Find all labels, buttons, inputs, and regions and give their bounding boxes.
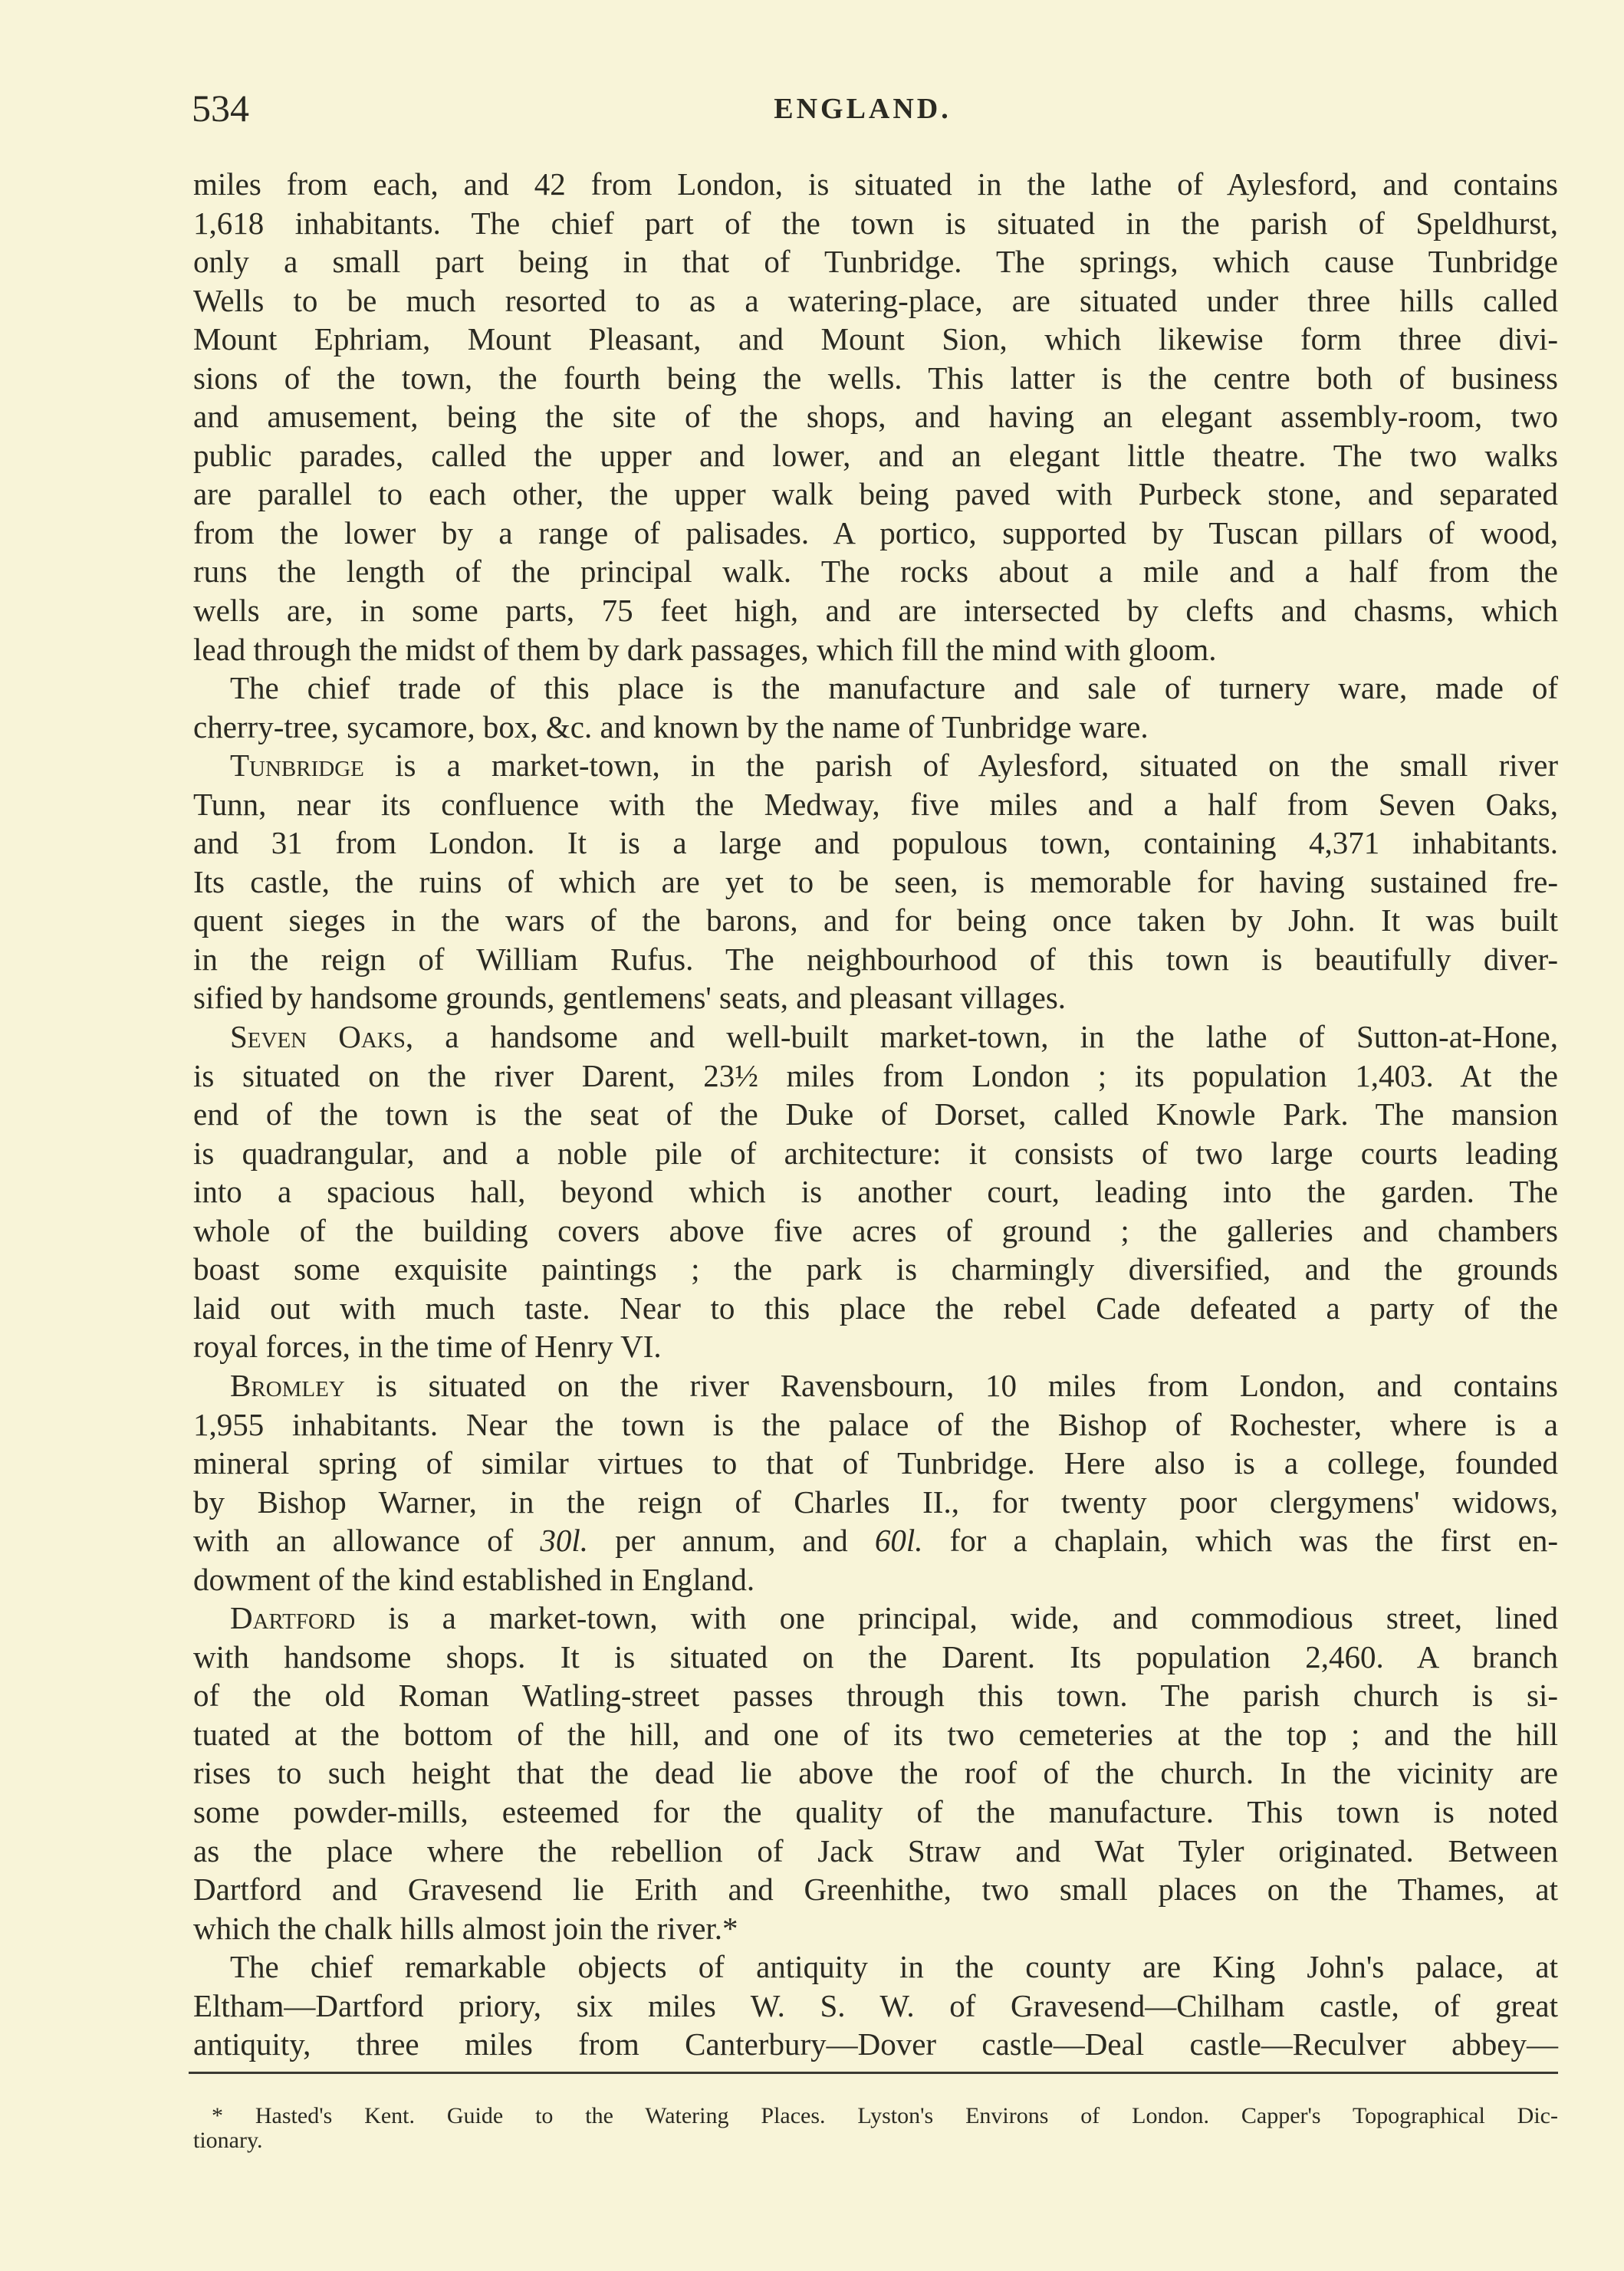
text-line: [193, 1211, 1558, 1251]
text-run: is a market-town, with one principal, wide, and commodious street, lined: [355, 1600, 1558, 1636]
text-line: [193, 1832, 1558, 1871]
text-run: is a market-town, in the parish of Aylesford, situated on the small river: [363, 748, 1558, 784]
text-line: [193, 785, 1558, 824]
text-line: [193, 1793, 1558, 1832]
text-line: [193, 708, 1558, 747]
text-run: lead through the midst of them by dark passages, which fill the mind with gloom.: [193, 631, 1217, 667]
text-run: per annum, and: [588, 1523, 875, 1559]
text-line: [193, 1289, 1558, 1328]
text-line: [193, 436, 1558, 475]
text-run: laid out with much taste. Near to this place the rebel Cade defeated a party of the: [193, 1290, 1558, 1326]
text-line: [193, 1560, 1558, 1599]
footnote-line: tionary.: [193, 2128, 263, 2153]
text-run: boast some exquisite paintings ; the park is charmingly diversified, and the grounds: [193, 1251, 1558, 1287]
footnote-rule: [189, 2072, 1558, 2074]
text-run: The chief trade of this place is the manufacture and sale of turnery ware, made of: [230, 670, 1558, 706]
text-line: [193, 397, 1558, 436]
text-line: [193, 514, 1558, 553]
text-line: [193, 1483, 1558, 1522]
text-run: rises to such height that the dead lie above the roof of the church. In the vicinity are: [193, 1755, 1558, 1791]
place-name-smallcaps: Dartford: [230, 1600, 356, 1636]
text-line: [193, 1599, 1558, 1638]
text-run: from the lower by a range of palisades. A portico, supported by Tuscan pillars of wood,: [193, 514, 1558, 550]
text-line: [193, 630, 1558, 669]
text-line: [193, 1057, 1558, 1096]
text-run: in the reign of William Rufus. The neighbourhood of this town is beautifully diver-: [193, 941, 1558, 977]
text-run: sified by handsome grounds, gentlemens' seats, and pleasant villages.: [193, 980, 1067, 1016]
footnote: [193, 2104, 1558, 2153]
text-line: [193, 1947, 1558, 1987]
text-run: quent sieges in the wars of the barons, and for being once taken by John. It was built: [193, 902, 1558, 938]
text-line: [193, 1017, 1558, 1057]
text-line: [193, 1638, 1558, 1677]
text-run: with an allowance of: [193, 1523, 541, 1559]
text-run: with handsome shops. It is situated on the Darent. Its population 2,460. A branch: [193, 1638, 1558, 1674]
text-line: [193, 1172, 1558, 1211]
text-run: runs the length of the principal walk. The rocks about a mile and a half from the: [193, 554, 1558, 590]
place-name-smallcaps: Bromley: [230, 1367, 345, 1403]
text-run: Tunn, near its confluence with the Medway, five miles and a half from Seven Oaks,: [193, 786, 1558, 822]
text-line: [193, 204, 1558, 243]
text-line: [193, 242, 1558, 281]
text-line: [193, 1909, 1558, 1948]
text-run: dowment of the kind established in England.: [193, 1561, 755, 1597]
text-run: are parallel to each other, the upper walk being paved with Purbeck stone, and separated: [193, 476, 1558, 512]
text-run: 1,618 inhabitants. The chief part of the town is situated in the parish of Speldhurst,: [193, 205, 1558, 241]
text-run: The chief remarkable objects of antiquity in the county are King John's palace, at: [230, 1949, 1558, 1985]
text-line: [193, 1987, 1558, 2026]
text-run: is situated on the river Ravensbourn, 10 miles from London, and contains: [344, 1367, 1558, 1403]
text-line: [193, 1405, 1558, 1444]
text-run: of the old Roman Watling-street passes through this town. The parish church is si-: [193, 1678, 1558, 1714]
page-number: 534: [192, 87, 249, 130]
italic-text: 60l.: [874, 1523, 923, 1559]
italic-text: 30l.: [540, 1523, 589, 1559]
text-run: Its castle, the ruins of which are yet to be seen, is memorable for having sustained fre-: [193, 863, 1558, 899]
text-line: [193, 1444, 1558, 1483]
text-line: [193, 2025, 1558, 2064]
text-run: wells are, in some parts, 75 feet high, and are intersected by clefts and chasms, which: [193, 593, 1558, 629]
text-run: 1,955 inhabitants. Near the town is the palace of the Bishop of Rochester, where is a: [193, 1406, 1558, 1442]
body-text: [193, 165, 1558, 2064]
text-run: cherry-tree, sycamore, box, &c. and known by the name of Tunbridge ware.: [193, 708, 1149, 744]
footnote-line: * Hasted's Kent. Guide to the Watering Places. Lyston's Environs of London. Capper's Topographical Dic-: [212, 2103, 1558, 2128]
text-run: which the chalk hills almost join the river.*: [193, 1910, 738, 1946]
text-run: Mount Ephriam, Mount Pleasant, and Mount Sion, which likewise form three divi-: [193, 321, 1558, 357]
text-line: [193, 863, 1558, 902]
text-run: Wells to be much resorted to as a watering-place, are situated under three hills called: [193, 282, 1558, 318]
text-run: as the place where the rebellion of Jack Straw and Wat Tyler originated. Between: [193, 1832, 1558, 1868]
text-run: is situated on the river Darent, 23½ miles from London ; its population 1,403. At the: [193, 1057, 1558, 1093]
text-line: [193, 591, 1558, 630]
text-line: [193, 940, 1558, 979]
text-line: [193, 901, 1558, 940]
text-line: [193, 1327, 1558, 1366]
text-run: sions of the town, the fourth being the wells. This latter is the centre both of business: [193, 360, 1558, 396]
text-line: [193, 1521, 1558, 1560]
text-line: [193, 1753, 1558, 1793]
text-line: [193, 1870, 1558, 1909]
text-run: royal forces, in the time of Henry VI.: [193, 1329, 662, 1365]
text-run: whole of the building covers above five acres of ground ; the galleries and chambers: [193, 1212, 1558, 1248]
text-line: [193, 1250, 1558, 1289]
text-line: [193, 165, 1558, 204]
text-run: Dartford and Gravesend lie Erith and Greenhithe, two small places on the Thames, at: [193, 1872, 1558, 1908]
text-run: miles from each, and 42 from London, is situated in the lathe of Aylesford, and contains: [193, 166, 1558, 202]
text-line: [193, 359, 1558, 398]
text-line: [193, 475, 1558, 514]
text-line: [193, 978, 1558, 1017]
place-name-smallcaps: Seven Oaks: [230, 1019, 406, 1055]
text-run: , a handsome and well-built market-town, in the lathe of Sutton-at-Hone,: [405, 1019, 1558, 1055]
text-run: into a spacious hall, beyond which is another court, leading into the garden. The: [193, 1174, 1558, 1210]
text-run: mineral spring of similar virtues to that of Tunbridge. Here also is a college, founded: [193, 1445, 1558, 1481]
place-name-smallcaps: Tunbridge: [230, 748, 364, 784]
text-run: Eltham—Dartford priory, six miles W. S. W. of Gravesend—Chilham castle, of great: [193, 1987, 1558, 2023]
text-line: [193, 669, 1558, 708]
text-run: by Bishop Warner, in the reign of Charles II., for twenty poor clergymens' widows,: [193, 1484, 1558, 1520]
text-run: and 31 from London. It is a large and populous town, containing 4,371 inhabitants.: [193, 825, 1558, 861]
text-run: only a small part being in that of Tunbridge. The springs, which cause Tunbridge: [193, 244, 1558, 280]
text-line: [193, 320, 1558, 359]
text-run: and amusement, being the site of the shops, and having an elegant assembly-room, two: [193, 399, 1558, 435]
text-run: tuated at the bottom of the hill, and one of its two cemeteries at the top ; and the hill: [193, 1716, 1558, 1752]
text-run: is quadrangular, and a noble pile of architecture: it consists of two large courts leading: [193, 1135, 1558, 1171]
text-line: [193, 1366, 1558, 1405]
text-line: [193, 823, 1558, 863]
running-title: ENGLAND.: [774, 93, 952, 125]
text-line: [193, 1715, 1558, 1754]
text-run: public parades, called the upper and lower, and an elegant little theatre. The two walks: [193, 437, 1558, 473]
text-line: [193, 1134, 1558, 1173]
text-line: [193, 1095, 1558, 1134]
text-line: [193, 552, 1558, 591]
text-run: for a chaplain, which was the first en-: [922, 1523, 1558, 1559]
text-line: [193, 746, 1558, 785]
text-run: some powder-mills, esteemed for the quality of the manufacture. This town is noted: [193, 1793, 1558, 1829]
text-line: [193, 1676, 1558, 1715]
text-run: end of the town is the seat of the Duke of Dorset, called Knowle Park. The mansion: [193, 1096, 1558, 1132]
text-line: [193, 281, 1558, 320]
text-run: antiquity, three miles from Canterbury—Dover castle—Deal castle—Reculver abbey—: [193, 2026, 1558, 2062]
